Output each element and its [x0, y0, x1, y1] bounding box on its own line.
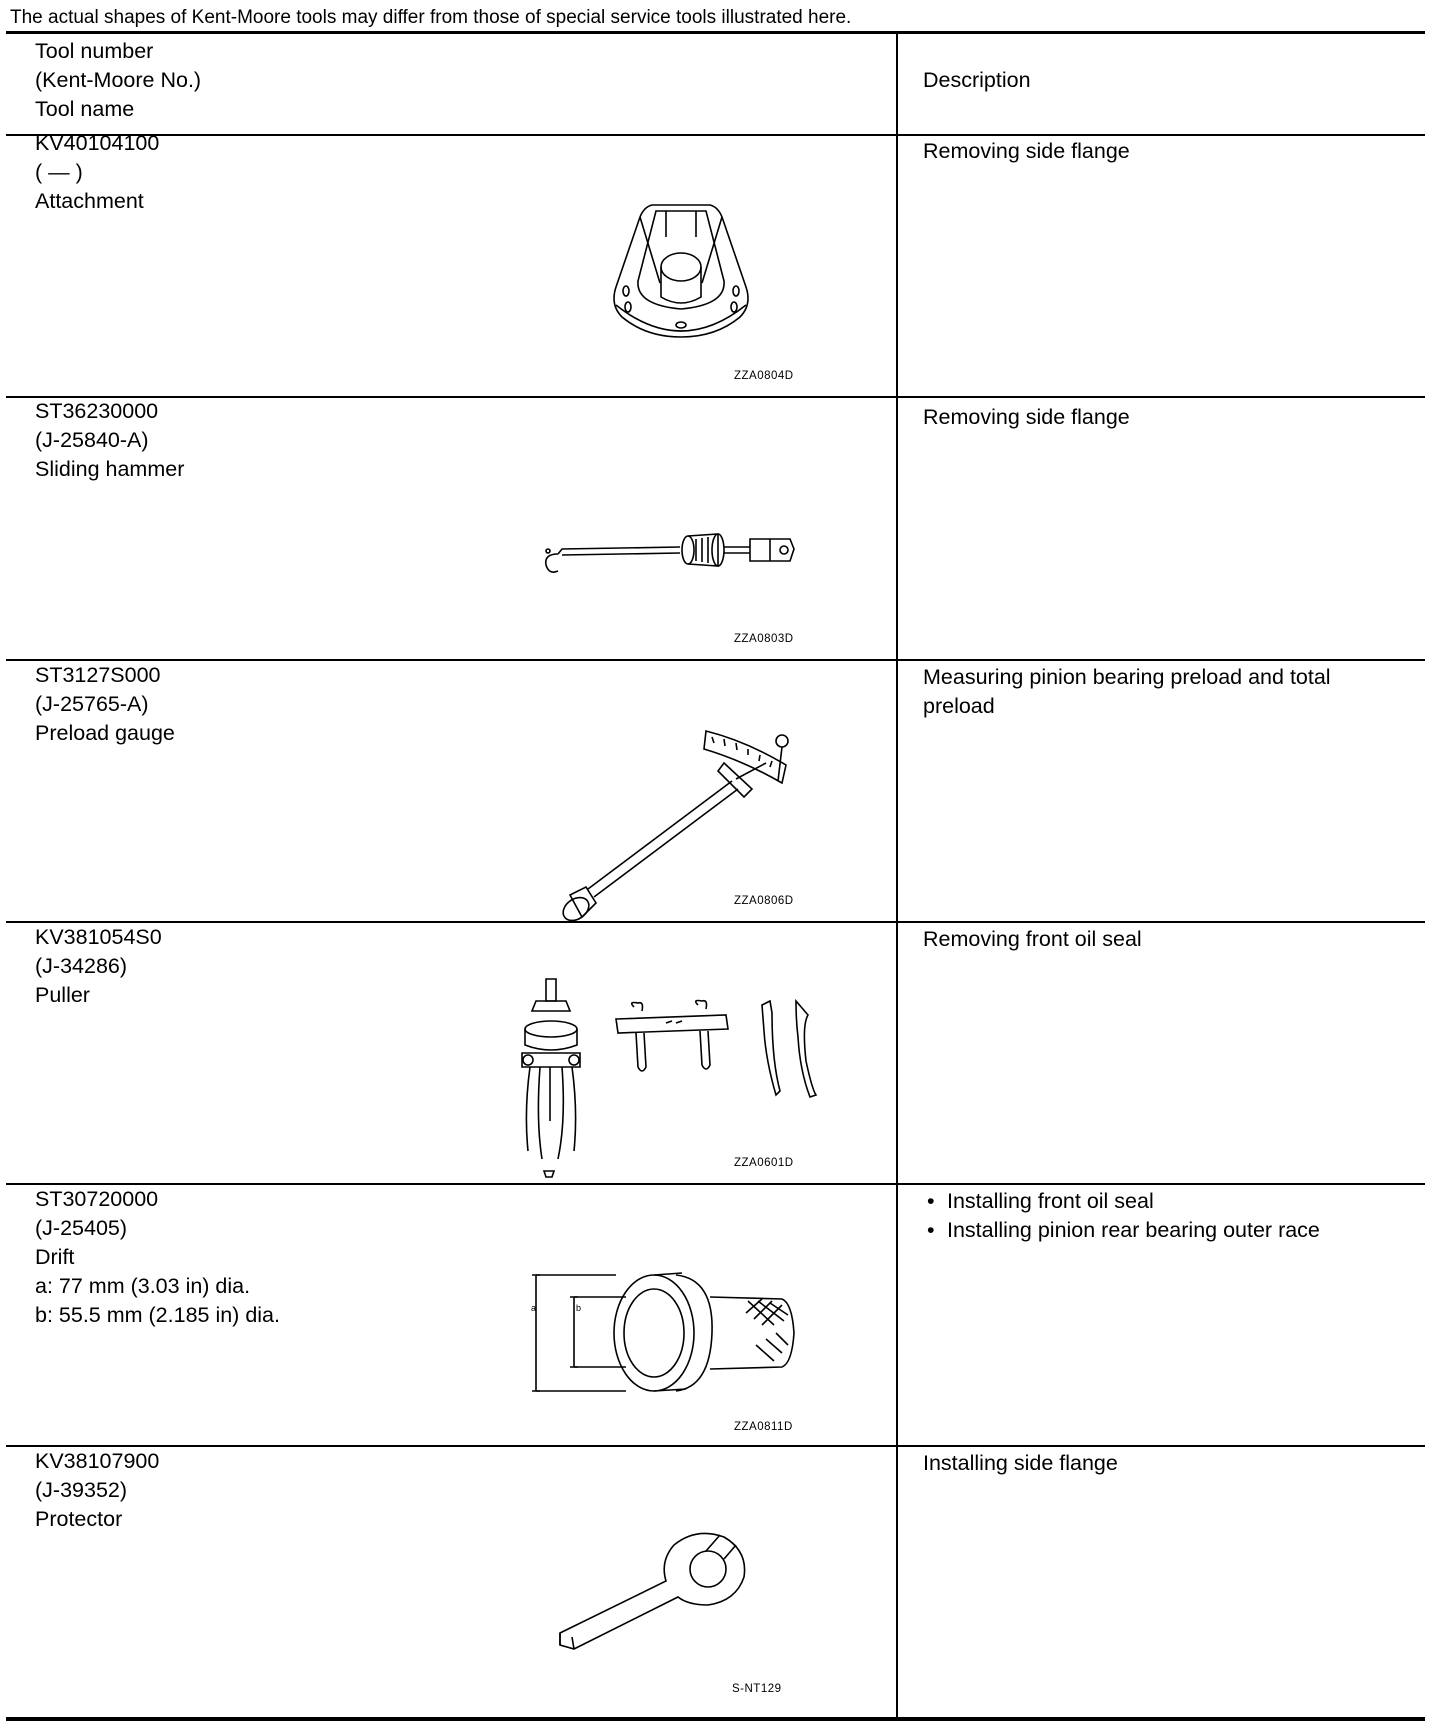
figure-code: ZZA0803D: [734, 633, 794, 645]
kent-moore-number: (J-25840-A): [35, 428, 149, 452]
drift-icon: [526, 1269, 826, 1399]
tool-number: ST30720000: [35, 1187, 159, 1211]
kent-moore-number: (J-25765-A): [35, 692, 149, 716]
sliding-hammer-icon: [540, 509, 810, 589]
tool-name: Attachment: [35, 189, 144, 213]
tool-description: Removing front oil seal: [923, 927, 1142, 951]
table-row: [35, 129, 159, 216]
puller-icon: [516, 971, 836, 1181]
kent-moore-number: (J-25405): [35, 1216, 128, 1240]
dimension-a: a: 77 mm (3.03 in) dia.: [35, 1274, 251, 1298]
tool-name: Preload gauge: [35, 721, 175, 745]
figure-code: ZZA0806D: [734, 895, 794, 907]
dimension-label-b: b: [576, 1303, 582, 1313]
special-service-tools-table: [6, 31, 1425, 1720]
tool-name: Sliding hammer: [35, 457, 185, 481]
figure-code: ZZA0811D: [734, 1421, 793, 1433]
tool-description: [923, 1187, 1403, 1245]
table-row: [35, 1447, 159, 1534]
column-divider: [896, 31, 898, 1717]
dimension-b: b: 55.5 mm (2.185 in) dia.: [35, 1303, 280, 1327]
tool-number: KV38107900: [35, 1449, 160, 1473]
tool-number: ST36230000: [35, 399, 159, 423]
tool-number: KV381054S0: [35, 925, 162, 949]
row-divider: [6, 1445, 1425, 1447]
table-row: [35, 397, 184, 484]
kent-moore-number: (J-39352): [35, 1478, 128, 1502]
header-tool-number: Tool number: [35, 39, 154, 63]
table-row: [35, 661, 175, 748]
tool-name: Protector: [35, 1507, 123, 1531]
figure-code: ZZA0804D: [734, 370, 794, 382]
header-description: Description: [923, 68, 1031, 92]
figure-code: ZZA0601D: [734, 1157, 794, 1169]
table-top-rule: [6, 31, 1425, 34]
tool-name: Drift: [35, 1245, 75, 1269]
table-row: [35, 1185, 280, 1330]
header-tool-name: Tool name: [35, 97, 135, 121]
tool-number: KV40104100: [35, 131, 160, 155]
description-bullet: • Installing front oil seal: [923, 1187, 1403, 1216]
tool-number: ST3127S000: [35, 663, 161, 687]
tool-description: Measuring pinion bearing preload and total preload: [923, 665, 1331, 718]
row-divider: [6, 396, 1425, 398]
row-divider: [6, 659, 1425, 661]
protector-icon: [556, 1521, 796, 1661]
header-kent-moore-no: (Kent-Moore No.): [35, 68, 202, 92]
row-divider: [6, 134, 1425, 136]
page-note: The actual shapes of Kent-Moore tools may differ from those of special service tools illustrated here.: [10, 7, 852, 28]
table-row: [35, 923, 162, 1010]
dimension-label-a: a: [531, 1303, 537, 1313]
tool-description: Removing side flange: [923, 139, 1130, 163]
table-bottom-rule: [6, 1717, 1425, 1721]
row-divider: [6, 921, 1425, 923]
tool-name: Puller: [35, 983, 90, 1007]
kent-moore-number: ( — ): [35, 160, 83, 184]
kent-moore-number: (J-34286): [35, 954, 128, 978]
attachment-icon: [606, 197, 756, 347]
tool-description: Removing side flange: [923, 405, 1130, 429]
header-tool-cell: [35, 37, 201, 124]
tool-description: Installing side flange: [923, 1451, 1118, 1475]
figure-code: S-NT129: [732, 1683, 782, 1695]
description-bullet: • Installing pinion rear bearing outer race: [923, 1216, 1403, 1245]
